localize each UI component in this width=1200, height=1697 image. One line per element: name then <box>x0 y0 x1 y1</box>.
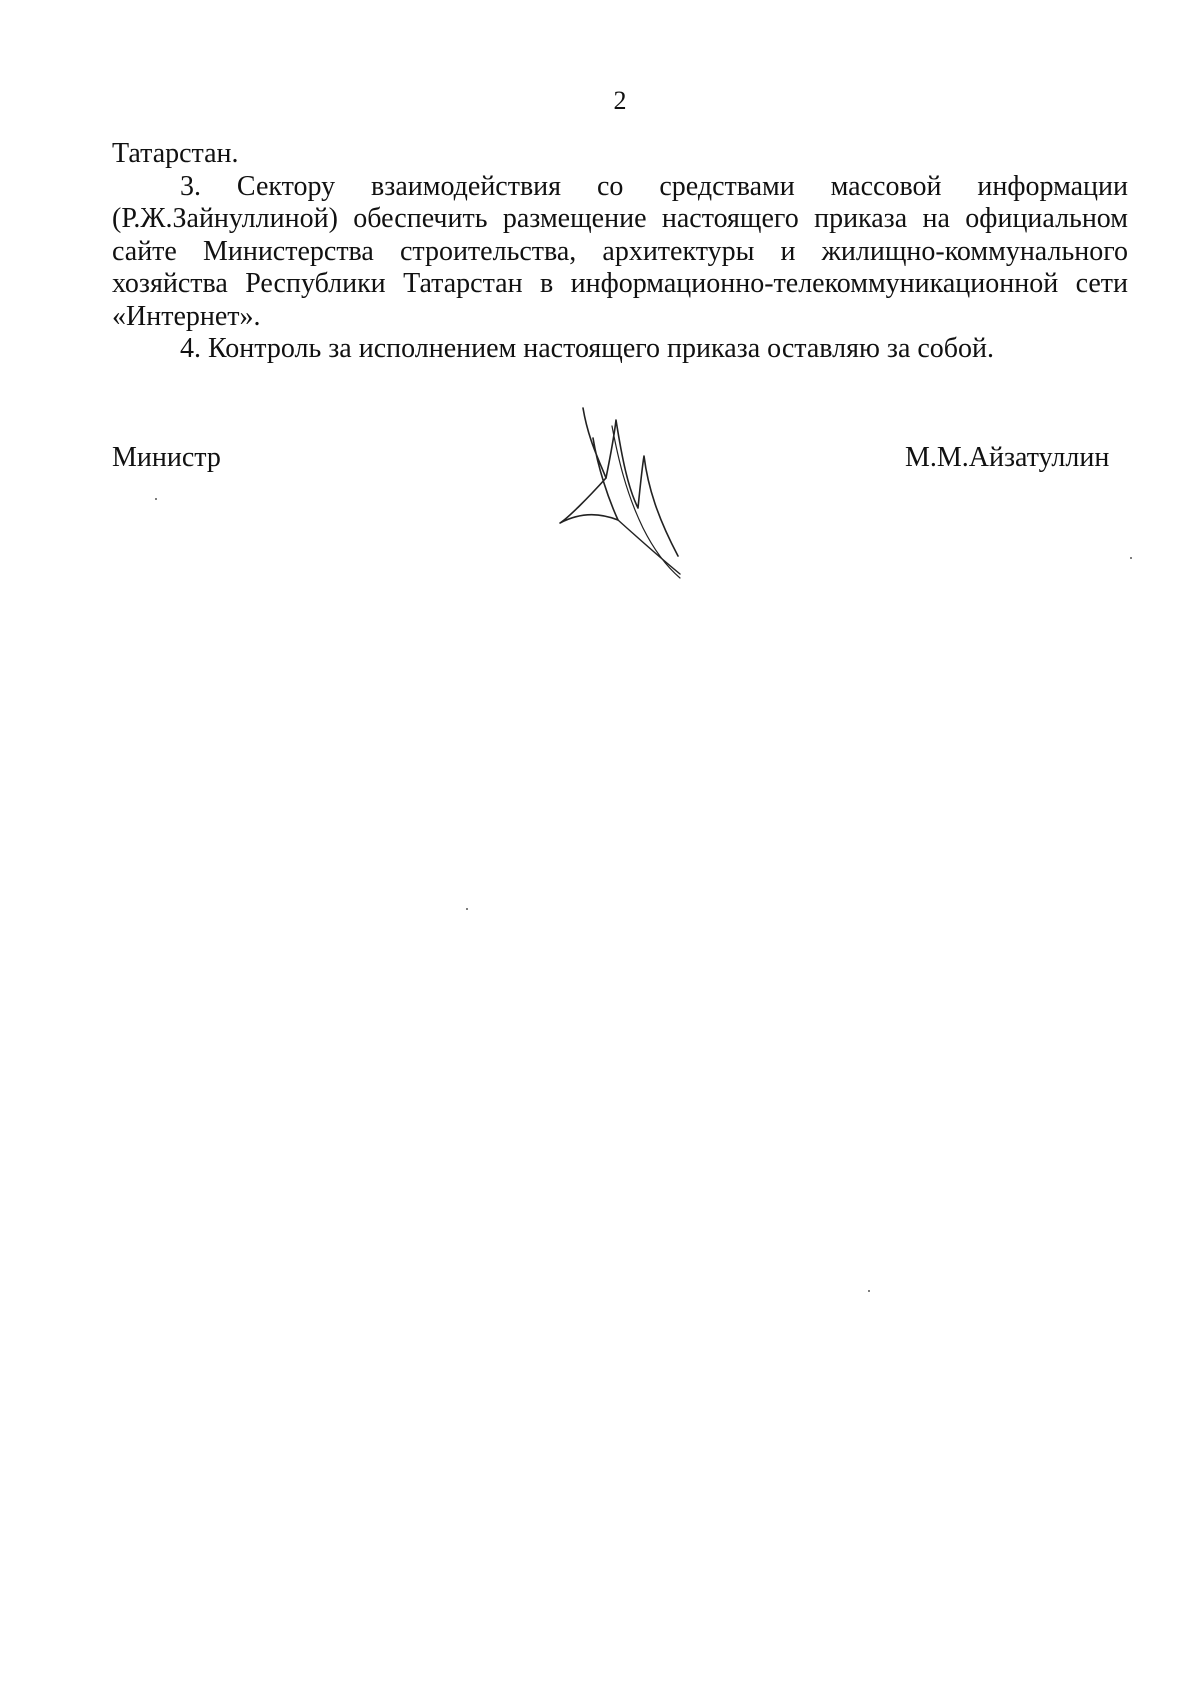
paragraph-continuation: Татарстан. <box>112 138 239 169</box>
signatory-role: Министр <box>112 442 221 473</box>
scan-speck <box>466 908 468 910</box>
paragraph-item-4: 4. Контроль за исполнением настоящего приказа оставляю за собой. <box>180 333 995 364</box>
scan-speck <box>155 498 157 500</box>
scan-speck <box>1130 557 1132 559</box>
signatory-name: М.М.Айзатуллин <box>905 442 1110 473</box>
document-body <box>112 138 1128 366</box>
page-number: 2 <box>613 86 627 115</box>
scan-speck <box>868 1290 870 1292</box>
paragraph-item-3: 3. Сектору взаимодействия со средствами массовой информации (Р.Ж.Зайнуллиной) обеспечить размещение настоящего приказа на официальном сайте Министерства строительства, архитектуры и жилищно-коммунального хозяйства Республики Татарстан в информационно-телекоммуникационной сети «Интернет». <box>112 170 1128 332</box>
handwritten-signature <box>548 398 708 598</box>
